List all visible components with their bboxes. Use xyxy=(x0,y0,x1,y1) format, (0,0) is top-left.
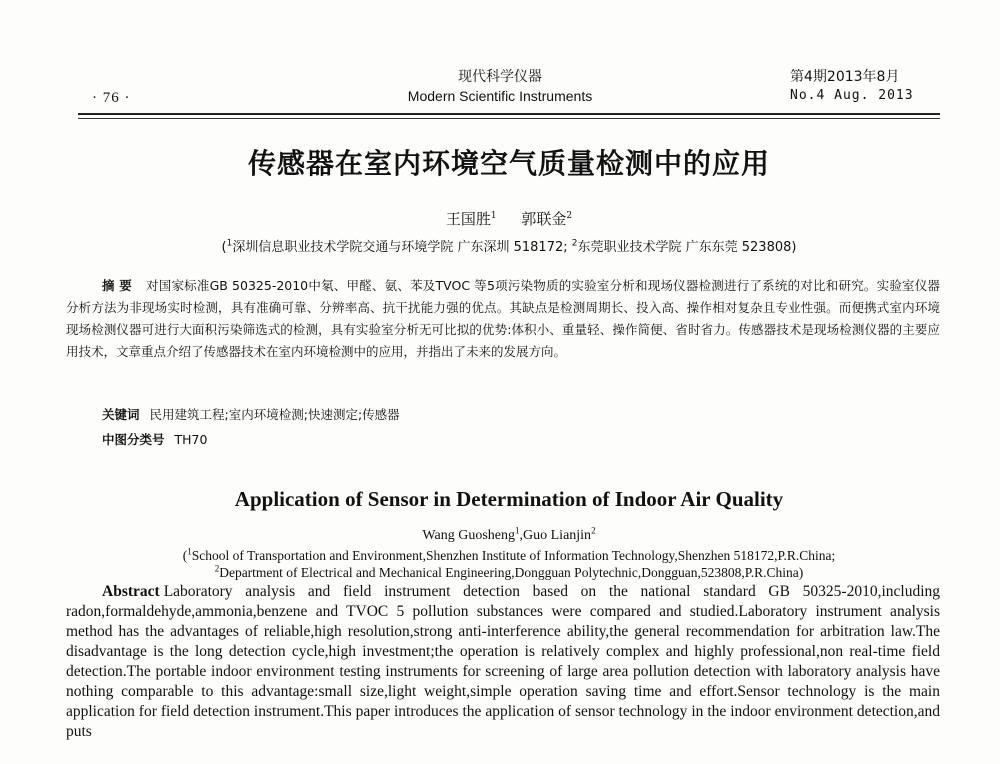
abstract-cn xyxy=(66,275,940,363)
issue-info xyxy=(790,66,940,103)
keywords-text-cn: 民用建筑工程;室内环境检测;快速测定;传感器 xyxy=(149,407,400,422)
keywords-cn xyxy=(102,405,400,423)
journal-name-en: Modern Scientific Instruments xyxy=(407,88,593,104)
affiliation-1-cn: 深圳信息职业技术学院交通与环境学院 广东深圳 518172; xyxy=(232,240,568,255)
author-2-en: Guo Lianjin xyxy=(523,528,592,543)
author-1-en: Wang Guosheng xyxy=(422,528,516,543)
journal-name-cn: 现代科学仪器 xyxy=(458,69,542,85)
title-en: Application of Sensor in Determination of Indoor Air Quality xyxy=(234,487,784,511)
journal-name xyxy=(300,66,700,104)
issue-en: No.4 Aug. 2013 xyxy=(790,88,914,103)
issue-cn: 第4期2013年8月 xyxy=(790,69,900,85)
affiliations-en xyxy=(78,547,940,581)
affiliation-2-cn: 东莞职业技术学院 广东东莞 523808) xyxy=(577,240,797,255)
classification-value: TH70 xyxy=(174,432,208,447)
keywords-label-cn: 关键词 xyxy=(102,407,140,422)
affiliations-cn: ($^1$深圳信息职业技术学院交通与环境学院 广东深圳 518172; $^2$东莞职业技术学院 广东东莞 523808) xyxy=(221,238,797,255)
abstract-text-en: Laboratory analysis and field instrument detection based on the national standard GB 50325-2010,including radon,formaldehyde,ammonia,benzene and TVOC 5 pollution substances were compared and studied.Laboratory instrument analysis method has the advantages of reliable,high resolution,strong anti-interference ability,the general recommendation for arbitration law.The disadvantage is the long detection cycle,high investment;the operation is relatively complex and highly professional,non real-time field detection.The portable indoor environment testing instruments for screening of large area pollution detection with laboratory analysis have nothing comparable to this advantage:small size,light weight,simple operation saving time and effort.Sensor technology is the main application for field detection instrument.This paper introduces the application of sensor technology in the indoor environment detection,and puts xyxy=(66,583,940,740)
abstract-label-cn: 摘 要 xyxy=(102,278,133,293)
affiliation-1-en: ($^1$School of Transportation and Environment,Shenzhen Institute of Information Technology,Shenzhen 518172,P.R.China; xyxy=(182,546,836,563)
classification-cn xyxy=(102,430,207,448)
author-2-cn: 郭联金$^2$ xyxy=(521,210,573,228)
abstract-label-en: Abstract xyxy=(102,583,160,600)
abstract-text-cn: 对国家标准GB 50325-2010中氡、甲醛、氨、苯及TVOC 等5项污染物质的实验室分析和现场仪器检测进行了系统的对比和研究。实验室仪器分析方法为非现场实时检测，具有准确可靠、分辨率高、抗干扰能力强的优点。其缺点是检测周期长、投入高、操作相对复杂且专业性强。而便携式室内环境现场检测仪器可进行大面积污染筛选式的检测，具有实验室分析无可比拟的优势:体积小、重量轻、操作简便、省时省力。传感器技术是现场检测仪器的主要应用技术，文章重点介绍了传感器技术在室内环境检测中的应用，并指出了未来的发展方向。 xyxy=(66,278,940,359)
header-rule-thick xyxy=(78,113,940,115)
author-1-cn: 王国胜$^1$ xyxy=(445,210,497,228)
abstract-en xyxy=(66,582,940,742)
header-rule-thin xyxy=(78,118,940,119)
authors-cn xyxy=(78,208,940,229)
title-cn: 传感器在室内环境空气质量检测中的应用 xyxy=(247,147,770,180)
affiliation-2-en: $^2$Department of Electrical and Mechanical Engineering,Dongguan Polytechnic,Dongguan,523808,P.R.China) xyxy=(214,563,804,580)
authors-en: Wang Guosheng$^1$,Guo Lianjin$^2$ xyxy=(422,525,596,543)
classification-label: 中图分类号 xyxy=(102,432,165,447)
page-number: · 76 · xyxy=(92,90,131,106)
